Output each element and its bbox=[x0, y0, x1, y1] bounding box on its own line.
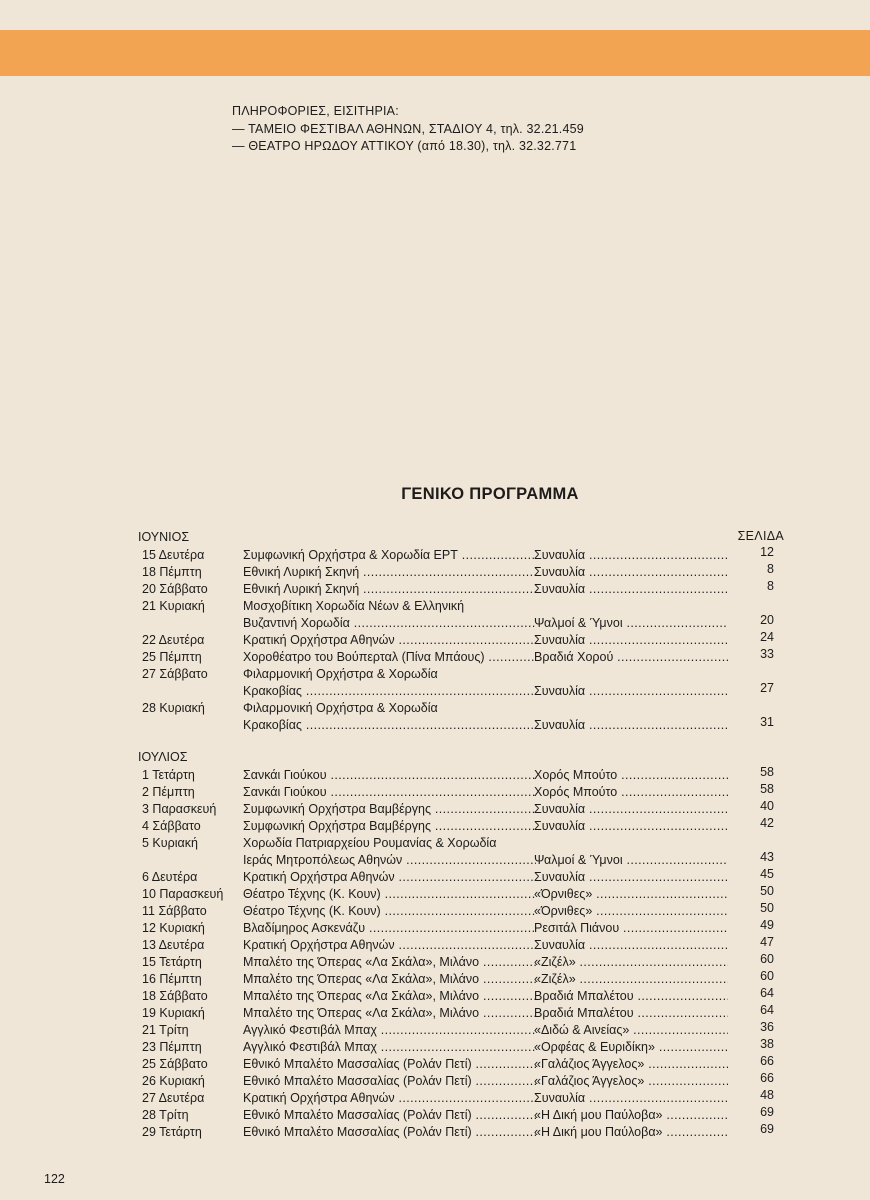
row-performer: Φιλαρμονική Ορχήστρα & Χορωδία bbox=[243, 701, 438, 715]
row-event-type: «Γαλάζιος Άγγελος» ..... bbox=[534, 1073, 728, 1090]
row-date: 4 Σάββατο bbox=[142, 819, 201, 833]
row-date: 23 Πέμπτη bbox=[142, 1040, 202, 1054]
row-date: 18 Πέμπτη bbox=[142, 565, 202, 579]
row-event-type: Ψαλμοί & Ύμνοι ..... bbox=[534, 852, 728, 869]
row-performer: Φιλαρμονική Ορχήστρα & Χορωδία bbox=[243, 667, 438, 681]
info-box-office: — ΤΑΜΕΙΟ ΦΕΣΤΙΒΑΛ ΑΘΗΝΩΝ, ΣΤΑΔΙΟΥ 4, τηλ. 32.21.459 bbox=[232, 121, 584, 136]
row-performer: Σανκάι Γιούκου ..... bbox=[243, 784, 536, 801]
table-row bbox=[138, 920, 788, 937]
row-date: 3 Παρασκευή bbox=[142, 802, 217, 816]
row-performer: Εθνική Λυρική Σκηνή ..... bbox=[243, 581, 536, 598]
row-performer: Μπαλέτο της Όπερας «Λα Σκάλα», Μιλάνο ..... bbox=[243, 954, 536, 971]
table-row bbox=[138, 581, 788, 598]
row-event-type: «Η Δική μου Παύλοβα» ..... bbox=[534, 1124, 728, 1141]
row-date: 5 Κυριακή bbox=[142, 836, 198, 850]
table-row bbox=[138, 988, 788, 1005]
row-page: 69 bbox=[760, 1122, 774, 1136]
row-date: 1 Τετάρτη bbox=[142, 768, 195, 782]
row-page: 8 bbox=[767, 562, 774, 576]
programme-table bbox=[138, 530, 788, 1141]
row-date: 25 Σάββατο bbox=[142, 1057, 208, 1071]
row-performer: Κρατική Ορχήστρα Αθηνών ..... bbox=[243, 937, 536, 954]
table-row bbox=[138, 1022, 788, 1039]
row-event-type: «Ζιζέλ» ..... bbox=[534, 954, 728, 971]
row-date: 15 Τετάρτη bbox=[142, 955, 202, 969]
row-date: 10 Παρασκευή bbox=[142, 887, 224, 901]
row-event-type: Συναυλία ..... bbox=[534, 564, 728, 581]
table-row bbox=[138, 937, 788, 954]
row-date: 28 Τρίτη bbox=[142, 1108, 189, 1122]
row-page: 45 bbox=[760, 867, 774, 881]
row-date: 21 Κυριακή bbox=[142, 599, 205, 613]
row-performer: Μπαλέτο της Όπερας «Λα Σκάλα», Μιλάνο ..... bbox=[243, 971, 536, 988]
row-page: 49 bbox=[760, 918, 774, 932]
row-page: 69 bbox=[760, 1105, 774, 1119]
row-page: 31 bbox=[760, 715, 774, 729]
row-performer: Αγγλικό Φεστιβάλ Μπαχ ..... bbox=[243, 1039, 536, 1056]
row-page: 33 bbox=[760, 647, 774, 661]
row-performer: Βλαδίμηρος Ασκενάζυ ..... bbox=[243, 920, 536, 937]
table-row bbox=[138, 700, 788, 717]
row-performer: Χορωδία Πατριαρχείου Ρουμανίας & Χορωδία bbox=[243, 836, 497, 850]
row-event-type: Συναυλία ..... bbox=[534, 937, 728, 954]
row-performer: Θέατρο Τέχνης (Κ. Κουν) ..... bbox=[243, 903, 536, 920]
table-row bbox=[138, 1124, 788, 1141]
table-row bbox=[138, 869, 788, 886]
row-performer: Ιεράς Μητροπόλεως Αθηνών ..... bbox=[243, 852, 536, 869]
table-row bbox=[138, 598, 788, 615]
row-date: 12 Κυριακή bbox=[142, 921, 205, 935]
row-performer: Μπαλέτο της Όπερας «Λα Σκάλα», Μιλάνο ..... bbox=[243, 988, 536, 1005]
row-date: 18 Σάββατο bbox=[142, 989, 208, 1003]
row-page: 27 bbox=[760, 681, 774, 695]
table-row bbox=[138, 632, 788, 649]
table-row bbox=[138, 717, 788, 734]
row-event-type: Συναυλία ..... bbox=[534, 547, 728, 564]
row-event-type: Συναυλία ..... bbox=[534, 632, 728, 649]
row-event-type: Συναυλία ..... bbox=[534, 818, 728, 835]
row-date: 19 Κυριακή bbox=[142, 1006, 205, 1020]
row-event-type: Συναυλία ..... bbox=[534, 801, 728, 818]
page-column-header: ΣΕΛΙΔΑ bbox=[737, 529, 784, 543]
row-date: 11 Σάββατο bbox=[142, 904, 207, 918]
row-event-type: Συναυλία ..... bbox=[534, 581, 728, 598]
table-row bbox=[138, 666, 788, 683]
row-page: 48 bbox=[760, 1088, 774, 1102]
row-event-type: Ρεσιτάλ Πιάνου ..... bbox=[534, 920, 728, 937]
table-row bbox=[138, 1090, 788, 1107]
page-title-wrap bbox=[0, 485, 870, 504]
row-performer: Κρατική Ορχήστρα Αθηνών ..... bbox=[243, 869, 536, 886]
row-page: 50 bbox=[760, 901, 774, 915]
table-row bbox=[138, 683, 788, 700]
row-date: 29 Τετάρτη bbox=[142, 1125, 202, 1139]
table-row bbox=[138, 784, 788, 801]
row-event-type: «Διδώ & Αινείας» ..... bbox=[534, 1022, 728, 1039]
row-performer: Κρακοβίας ..... bbox=[243, 683, 536, 700]
table-row bbox=[138, 564, 788, 581]
row-page: 50 bbox=[760, 884, 774, 898]
month-gap bbox=[138, 734, 788, 750]
table-row bbox=[138, 767, 788, 784]
row-event-type: «Όρνιθες» ..... bbox=[534, 903, 728, 920]
table-row bbox=[138, 1056, 788, 1073]
row-performer: Κρατική Ορχήστρα Αθηνών ..... bbox=[243, 1090, 536, 1107]
top-color-band bbox=[0, 30, 870, 76]
row-page: 60 bbox=[760, 969, 774, 983]
row-performer: Εθνικό Μπαλέτο Μασσαλίας (Ρολάν Πετί) ..... bbox=[243, 1107, 536, 1124]
row-date: 26 Κυριακή bbox=[142, 1074, 205, 1088]
row-date: 2 Πέμπτη bbox=[142, 785, 195, 799]
table-row bbox=[138, 835, 788, 852]
row-event-type: Συναυλία ..... bbox=[534, 869, 728, 886]
row-page: 40 bbox=[760, 799, 774, 813]
row-performer: Συμφωνική Ορχήστρα Βαμβέργης ..... bbox=[243, 818, 536, 835]
row-date: 27 Σάββατο bbox=[142, 667, 208, 681]
page-title: ΓΕΝΙΚΟ ΠΡΟΓΡΑΜΜΑ bbox=[401, 485, 579, 503]
row-page: 24 bbox=[760, 630, 774, 644]
row-performer: Αγγλικό Φεστιβάλ Μπαχ ..... bbox=[243, 1022, 536, 1039]
row-event-type: «Η Δική μου Παύλοβα» ..... bbox=[534, 1107, 728, 1124]
table-row bbox=[138, 649, 788, 666]
row-page: 66 bbox=[760, 1054, 774, 1068]
table-row bbox=[138, 1107, 788, 1124]
info-herodion: — ΘΕΑΤΡΟ ΗΡΩΔΟΥ ΑΤΤΙΚΟΥ (από 18.30), τηλ. 32.32.771 bbox=[232, 139, 577, 153]
table-row bbox=[138, 801, 788, 818]
row-page: 58 bbox=[760, 765, 774, 779]
row-page: 58 bbox=[760, 782, 774, 796]
row-performer: Συμφωνική Ορχήστρα & Χορωδία ΕΡΤ ..... bbox=[243, 547, 536, 564]
row-date: 6 Δευτέρα bbox=[142, 870, 198, 884]
row-event-type: Συναυλία ..... bbox=[534, 717, 728, 734]
row-date: 22 Δευτέρα bbox=[142, 633, 205, 647]
july-rows bbox=[138, 767, 788, 1141]
row-date: 21 Τρίτη bbox=[142, 1023, 189, 1037]
table-row bbox=[138, 954, 788, 971]
month-june: ΙΟΥΝΙΟΣ bbox=[138, 530, 190, 544]
row-page: 47 bbox=[760, 935, 774, 949]
row-page: 43 bbox=[760, 850, 774, 864]
row-performer: Εθνικό Μπαλέτο Μασσαλίας (Ρολάν Πετί) ..... bbox=[243, 1124, 536, 1141]
row-performer: Βυζαντινή Χορωδία ..... bbox=[243, 615, 536, 632]
june-header bbox=[138, 530, 788, 547]
row-page: 20 bbox=[760, 613, 774, 627]
row-event-type: «Γαλάζιος Άγγελος» ..... bbox=[534, 1056, 728, 1073]
row-event-type: Ψαλμοί & Ύμνοι ..... bbox=[534, 615, 728, 632]
row-event-type: Χορός Μπούτο ..... bbox=[534, 784, 728, 801]
row-date: 28 Κυριακή bbox=[142, 701, 205, 715]
table-row bbox=[138, 971, 788, 988]
table-row bbox=[138, 886, 788, 903]
row-event-type: Βραδιά Μπαλέτου ..... bbox=[534, 988, 728, 1005]
row-date: 20 Σάββατο bbox=[142, 582, 208, 596]
row-page: 60 bbox=[760, 952, 774, 966]
info-block bbox=[232, 103, 584, 156]
table-row bbox=[138, 1073, 788, 1090]
row-performer: Μοσχοβίτικη Χορωδία Νέων & Ελληνική bbox=[243, 599, 465, 613]
table-row bbox=[138, 1005, 788, 1022]
row-page: 36 bbox=[760, 1020, 774, 1034]
info-heading: ΠΛΗΡΟΦΟΡΙΕΣ, ΕΙΣΙΤΗΡΙΑ: bbox=[232, 104, 399, 118]
row-event-type: Συναυλία ..... bbox=[534, 683, 728, 700]
row-performer: Εθνικό Μπαλέτο Μασσαλίας (Ρολάν Πετί) ..... bbox=[243, 1073, 536, 1090]
table-row bbox=[138, 903, 788, 920]
row-event-type: «Ορφέας & Ευριδίκη» ..... bbox=[534, 1039, 728, 1056]
row-page: 66 bbox=[760, 1071, 774, 1085]
row-page: 64 bbox=[760, 1003, 774, 1017]
row-event-type: Χορός Μπούτο ..... bbox=[534, 767, 728, 784]
row-date: 27 Δευτέρα bbox=[142, 1091, 205, 1105]
row-event-type: Συναυλία ..... bbox=[534, 1090, 728, 1107]
table-row bbox=[138, 818, 788, 835]
row-page: 12 bbox=[760, 545, 774, 559]
row-date: 15 Δευτέρα bbox=[142, 548, 205, 562]
july-header bbox=[138, 750, 788, 767]
row-event-type: «Όρνιθες» ..... bbox=[534, 886, 728, 903]
row-date: 25 Πέμπτη bbox=[142, 650, 202, 664]
row-performer: Κρακοβίας ..... bbox=[243, 717, 536, 734]
row-event-type: «Ζιζέλ» ..... bbox=[534, 971, 728, 988]
row-page: 8 bbox=[767, 579, 774, 593]
row-performer: Θέατρο Τέχνης (Κ. Κουν) ..... bbox=[243, 886, 536, 903]
row-page: 42 bbox=[760, 816, 774, 830]
row-performer: Εθνικό Μπαλέτο Μασσαλίας (Ρολάν Πετί) ..... bbox=[243, 1056, 536, 1073]
row-performer: Σανκάι Γιούκου ..... bbox=[243, 767, 536, 784]
row-page: 64 bbox=[760, 986, 774, 1000]
table-row bbox=[138, 547, 788, 564]
row-performer: Εθνική Λυρική Σκηνή ..... bbox=[243, 564, 536, 581]
month-july: ΙΟΥΛΙΟΣ bbox=[138, 750, 188, 764]
row-event-type: Βραδιά Μπαλέτου ..... bbox=[534, 1005, 728, 1022]
row-event-type: Βραδιά Χορού ..... bbox=[534, 649, 728, 666]
row-performer: Κρατική Ορχήστρα Αθηνών ..... bbox=[243, 632, 536, 649]
table-row bbox=[138, 615, 788, 632]
row-performer: Συμφωνική Ορχήστρα Βαμβέργης ..... bbox=[243, 801, 536, 818]
row-performer: Μπαλέτο της Όπερας «Λα Σκάλα», Μιλάνο ..... bbox=[243, 1005, 536, 1022]
page-number: 122 bbox=[44, 1172, 65, 1186]
table-row bbox=[138, 852, 788, 869]
june-rows bbox=[138, 547, 788, 734]
row-date: 16 Πέμπτη bbox=[142, 972, 202, 986]
row-performer: Χοροθέατρο του Βούπερταλ (Πίνα Μπάους) ..... bbox=[243, 649, 536, 666]
row-date: 13 Δευτέρα bbox=[142, 938, 205, 952]
table-row bbox=[138, 1039, 788, 1056]
row-page: 38 bbox=[760, 1037, 774, 1051]
